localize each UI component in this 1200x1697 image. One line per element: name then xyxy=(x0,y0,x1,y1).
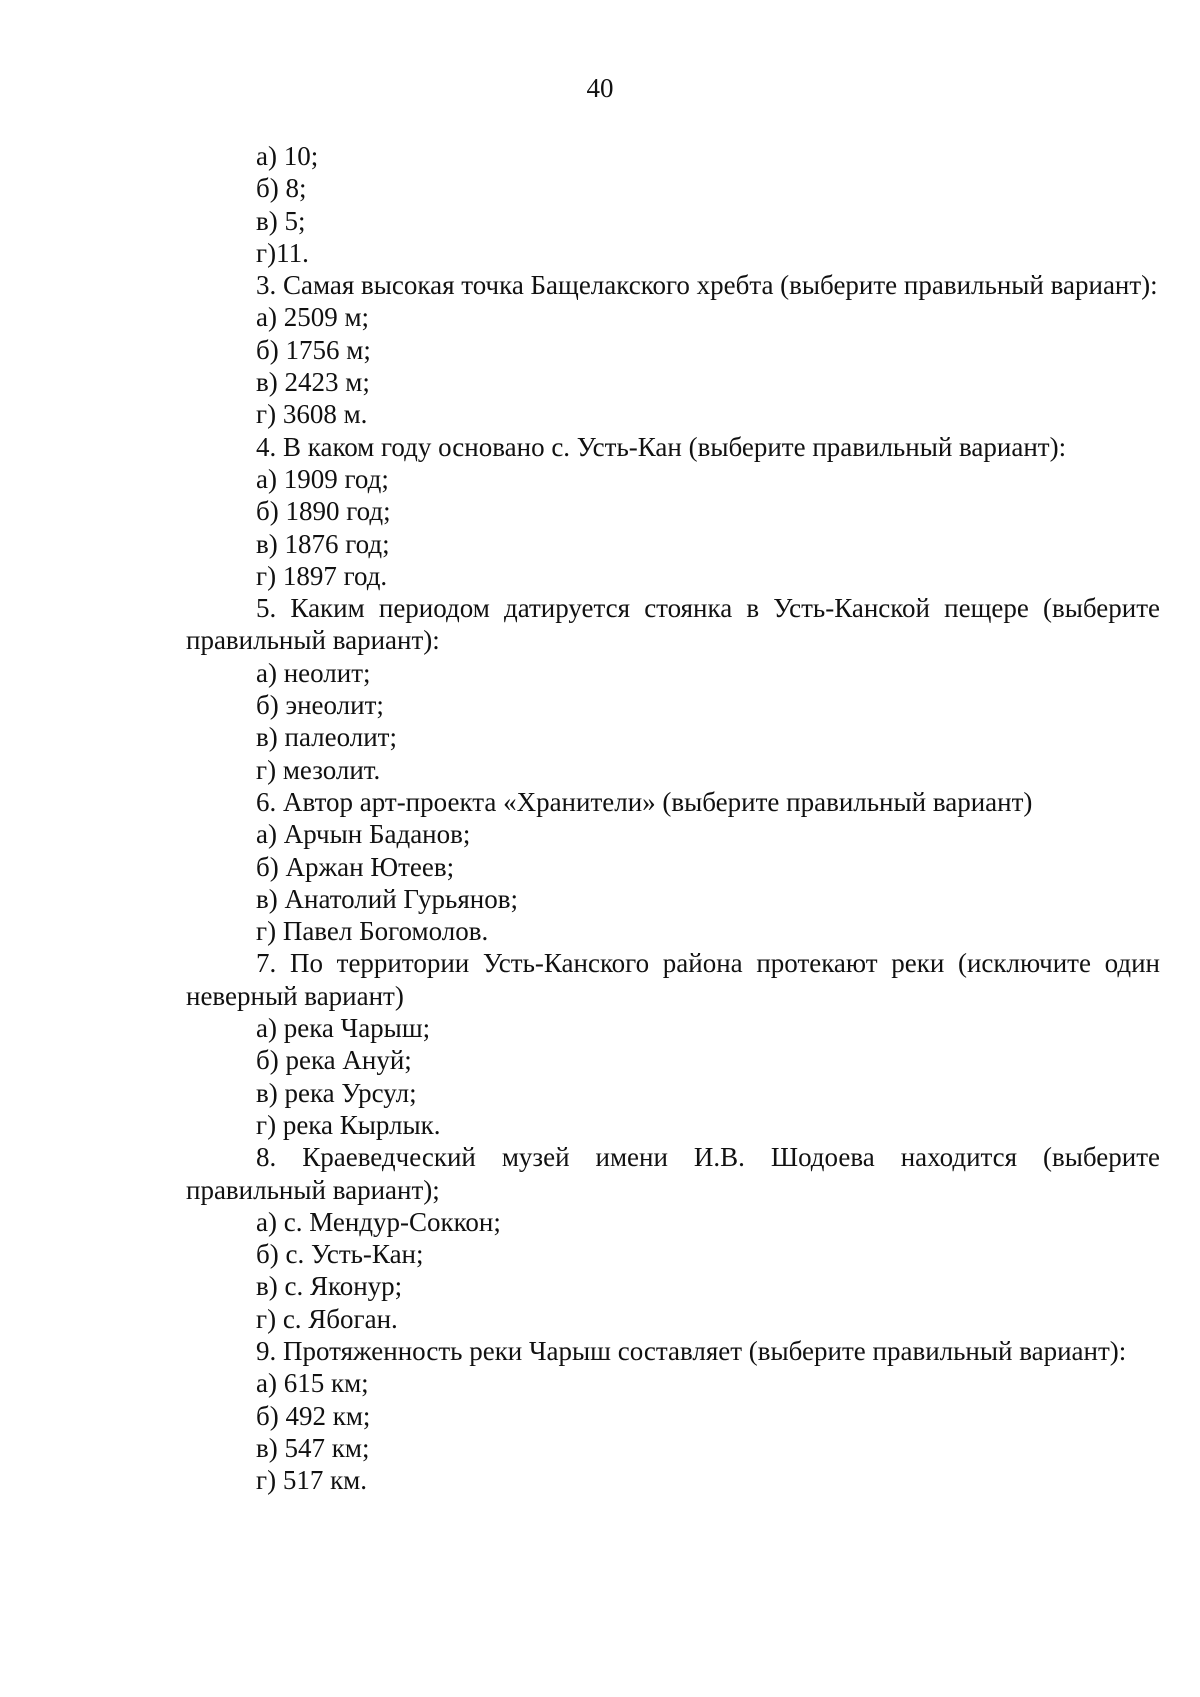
answer-option: а) 2509 м; xyxy=(256,302,370,333)
answer-option: в) с. Яконур; xyxy=(256,1271,403,1302)
answer-option: б) река Ануй; xyxy=(256,1045,412,1076)
answer-option: г) река Кырлык. xyxy=(256,1109,441,1140)
answer-option: а) 1909 год; xyxy=(256,463,389,494)
question-6 xyxy=(186,786,1160,947)
answer-option: г) с. Ябоган. xyxy=(256,1303,398,1334)
answer-option: в) 1876 год; xyxy=(256,528,390,559)
answer-option: б) 1890 год; xyxy=(256,496,391,527)
answer-option: а) 615 км; xyxy=(256,1368,369,1399)
answer-option: а) с. Мендур-Соккон; xyxy=(256,1206,501,1237)
answer-option: г) 3608 м. xyxy=(256,399,368,430)
question-4 xyxy=(186,431,1160,592)
page-number: 40 xyxy=(586,73,614,103)
page-content xyxy=(186,140,1160,1496)
question-5 xyxy=(186,592,1160,786)
answer-option: г) мезолит. xyxy=(256,754,381,785)
answer-option: б) энеолит; xyxy=(256,690,384,721)
answer-option: в) палеолит; xyxy=(256,722,397,753)
answer-option: в) река Урсул; xyxy=(256,1077,417,1108)
answer-option: б) 8; xyxy=(256,173,307,204)
answer-option: а) река Чарыш; xyxy=(256,1013,431,1044)
question-text: 6. Автор арт-проекта «Хранители» (выберите правильный вариант) xyxy=(256,786,1033,817)
question-9 xyxy=(186,1335,1160,1496)
question-text: 9. Протяженность реки Чарыш составляет (выберите правильный вариант): xyxy=(256,1335,1127,1366)
answer-option: в) 547 км; xyxy=(256,1432,370,1463)
answer-option: г) Павел Богомолов. xyxy=(256,916,489,947)
answer-option: б) с. Усть-Кан; xyxy=(256,1239,424,1270)
answer-option: а) Арчын Баданов; xyxy=(256,819,471,850)
answer-option: в) 5; xyxy=(256,205,306,236)
answer-option: г) 1897 год. xyxy=(256,560,388,591)
question-text: 8. Краеведческий музей имени И.В. Шодоева находится (выберите правильный вариант); xyxy=(186,1142,1160,1205)
leading-options xyxy=(186,140,1160,269)
answer-option: б) 1756 м; xyxy=(256,334,371,365)
question-8 xyxy=(186,1141,1160,1335)
answer-option: в) Анатолий Гурьянов; xyxy=(256,883,518,914)
question-3 xyxy=(186,269,1160,430)
question-text: 4. В каком году основано с. Усть-Кан (выберите правильный вариант): xyxy=(256,431,1067,462)
answer-option: в) 2423 м; xyxy=(256,367,370,398)
answer-option: а) неолит; xyxy=(256,657,371,688)
answer-option: г) 517 км. xyxy=(256,1465,368,1496)
question-text: 3. Самая высокая точка Бащелакского хребта (выберите правильный вариант): xyxy=(256,270,1158,301)
question-7 xyxy=(186,947,1160,1141)
answer-option: б) 492 км; xyxy=(256,1400,371,1431)
answer-option: г)11. xyxy=(256,237,309,268)
question-text: 5. Каким периодом датируется стоянка в Усть-Канской пещере (выберите правильный вариант): xyxy=(186,593,1160,656)
answer-option: б) Аржан Ютеев; xyxy=(256,851,455,882)
answer-option: а) 10; xyxy=(256,141,319,171)
question-text: 7. По территории Усть-Канского района протекают реки (исключите один неверный вариант) xyxy=(186,948,1160,1011)
